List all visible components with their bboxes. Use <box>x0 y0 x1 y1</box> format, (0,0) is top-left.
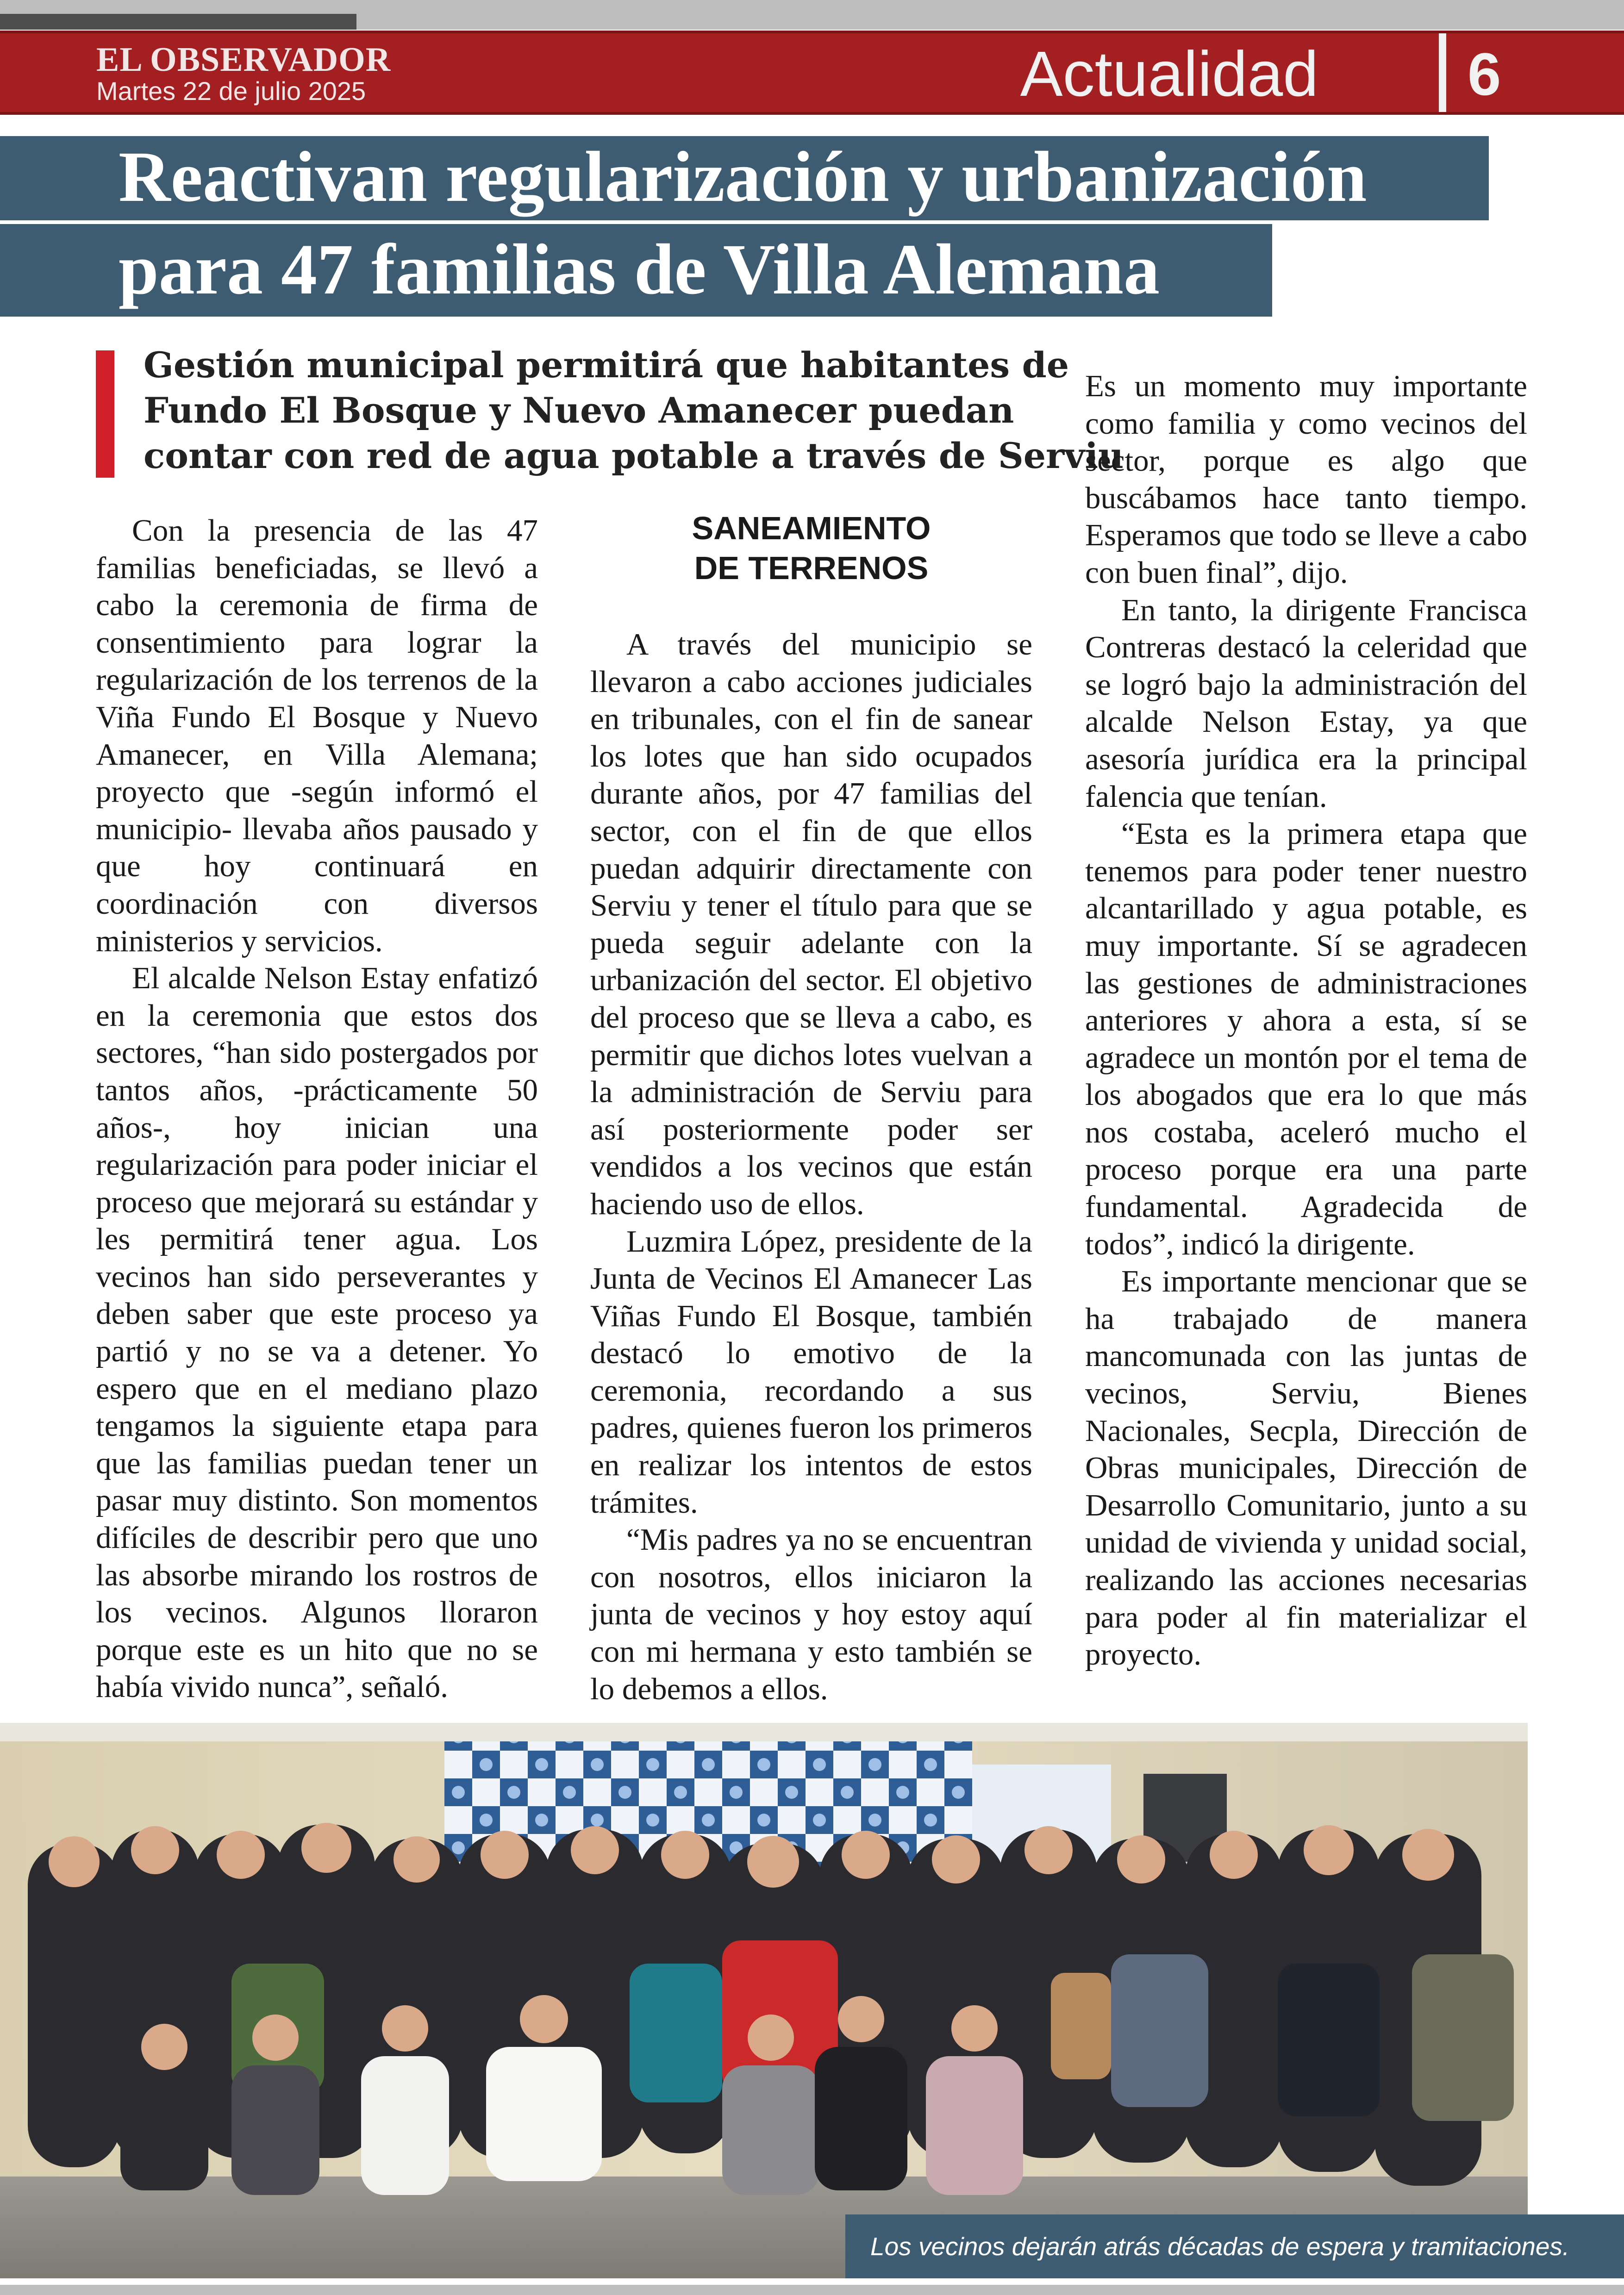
paragraph: En tanto, la dirigente Francisca Contreras destacó la celeridad que se logró bajo la administración del alcalde Nelson Estay, ya que asesoría jurídica era la principal falencia que tenían. <box>1085 592 1527 814</box>
issue-date: Martes 22 de julio 2025 <box>96 76 366 106</box>
deck-line-2: Fundo El Bosque y Nuevo Amanecer puedan <box>144 390 1014 431</box>
paragraph: Es importante mencionar que se ha trabajado de manera mancomunada con las juntas de vecinos, Serviu, Bienes Nacionales, Secpla, Dirección de Obras municipales, Dirección de Desarrollo Comunitario, junto a su unidad de vivienda y unidad social, realizando las acciones necesarias para poder al fin materializar el proyecto. <box>1085 1264 1527 1672</box>
deck <box>144 343 1124 479</box>
headline-line-2: para 47 familias de Villa Alemana <box>119 229 1160 309</box>
subheading-line-2: DE TERRENOS <box>694 550 929 586</box>
group-photo <box>0 1723 1528 2278</box>
deck-line-3: contar con red de agua potable a través de Serviu <box>144 435 1124 476</box>
paragraph: Con la presencia de las 47 familias beneficiadas, se llevó a cabo la ceremonia de firma de consentimiento para lograr la regularización de los terrenos de la Viña Fundo El Bosque y Nuevo Amanecer, en Villa Alemana; proyecto que -según informó el municipio- llevaba años pausado y que hoy continuará en coordinación con diversos ministerios y servicios. <box>96 513 538 958</box>
page-number: 6 <box>1468 40 1501 108</box>
header-divider <box>1439 33 1446 112</box>
masthead: EL OBSERVADOR <box>96 41 391 79</box>
article-column-1 <box>96 512 538 1706</box>
headline-line-1: Reactivan regularización y urbanización <box>119 137 1367 217</box>
top-dark-accent <box>0 14 356 30</box>
paragraph: “Esta es la primera etapa que tenemos para poder tener nuestro alcantarillado y agua potable, es muy importante. Sí se agradecen las gestiones de administraciones anteriores y ahora a esta, sí se agradece un montón por el tema de los abogados que era lo que más nos costaba, aceleró mucho el proceso porque era una parte fundamental. Agradecida de todos”, indicó la dirigente. <box>1085 817 1527 1261</box>
paragraph: A través del municipio se llevaron a cabo acciones judiciales en tribunales, con el fin de sanear los lotes que han sido ocupados durante años, por 47 familias del sector, con el fin de que ellos puedan adquirir directamente con Serviu y tener el título para que se pueda seguir adelante con la urbanización del sector. El objetivo del proceso que se lleva a cabo, es permitir que dichos lotes vuelvan a la administración de Serviu para así posteriormente poder ser vendidos a los vecinos que están haciendo uso de ellos. <box>590 627 1032 1221</box>
section-name: Actualidad <box>1020 38 1318 110</box>
photo-caption: Los vecinos dejarán atrás décadas de espera y tramitaciones. <box>870 2232 1570 2261</box>
deck-accent-bar <box>96 350 114 478</box>
subheading <box>590 508 1032 588</box>
subheading-line-1: SANEAMIENTO <box>692 510 931 546</box>
page-header <box>0 31 1624 115</box>
paragraph: “Mis padres ya no se encuentran con nosotros, ellos iniciaron la junta de vecinos y hoy estoy aquí con mi hermana y esto también se lo debemos a ellos. <box>590 1522 1032 1706</box>
paragraph: Es un momento muy importante como familia y como vecinos del sector, porque es algo que buscábamos hace tanto tiempo. Esperamos que todo se lleve a cabo con buen final”, dijo. <box>1085 369 1527 590</box>
deck-line-1: Gestión municipal permitirá que habitantes de <box>144 344 1069 386</box>
paragraph: El alcalde Nelson Estay enfatizó en la ceremonia que estos dos sectores, “han sido postergados por tantos años, -prácticamente 50 años-, hoy inician una regularización para poder iniciar el proceso que mejorará su estándar y les permitirá tener agua. Los vecinos han sido perseverantes y deben saber que este proceso ya partió y no se va a detener. Yo espero que en el mediano plazo tengamos la siguiente etapa para que las familias puedan tener un pasar muy distinto. Son momentos difíciles de describir pero que uno las absorbe mirando los rostros de los vecinos. Algunos lloraron porque este es un hito que no se había vivido nunca”, señaló. <box>96 961 538 1704</box>
paragraph: Luzmira López, presidente de la Junta de Vecinos El Amanecer Las Viñas Fundo El Bosque, también destacó lo emotivo de la ceremonia, recordando a sus padres, quienes fueron los primeros en realizar los intentos de estos trámites. <box>590 1224 1032 1520</box>
article-column-2 <box>590 626 1032 1708</box>
article-column-3 <box>1085 368 1527 1673</box>
bottom-gray-bar <box>0 2285 1624 2295</box>
